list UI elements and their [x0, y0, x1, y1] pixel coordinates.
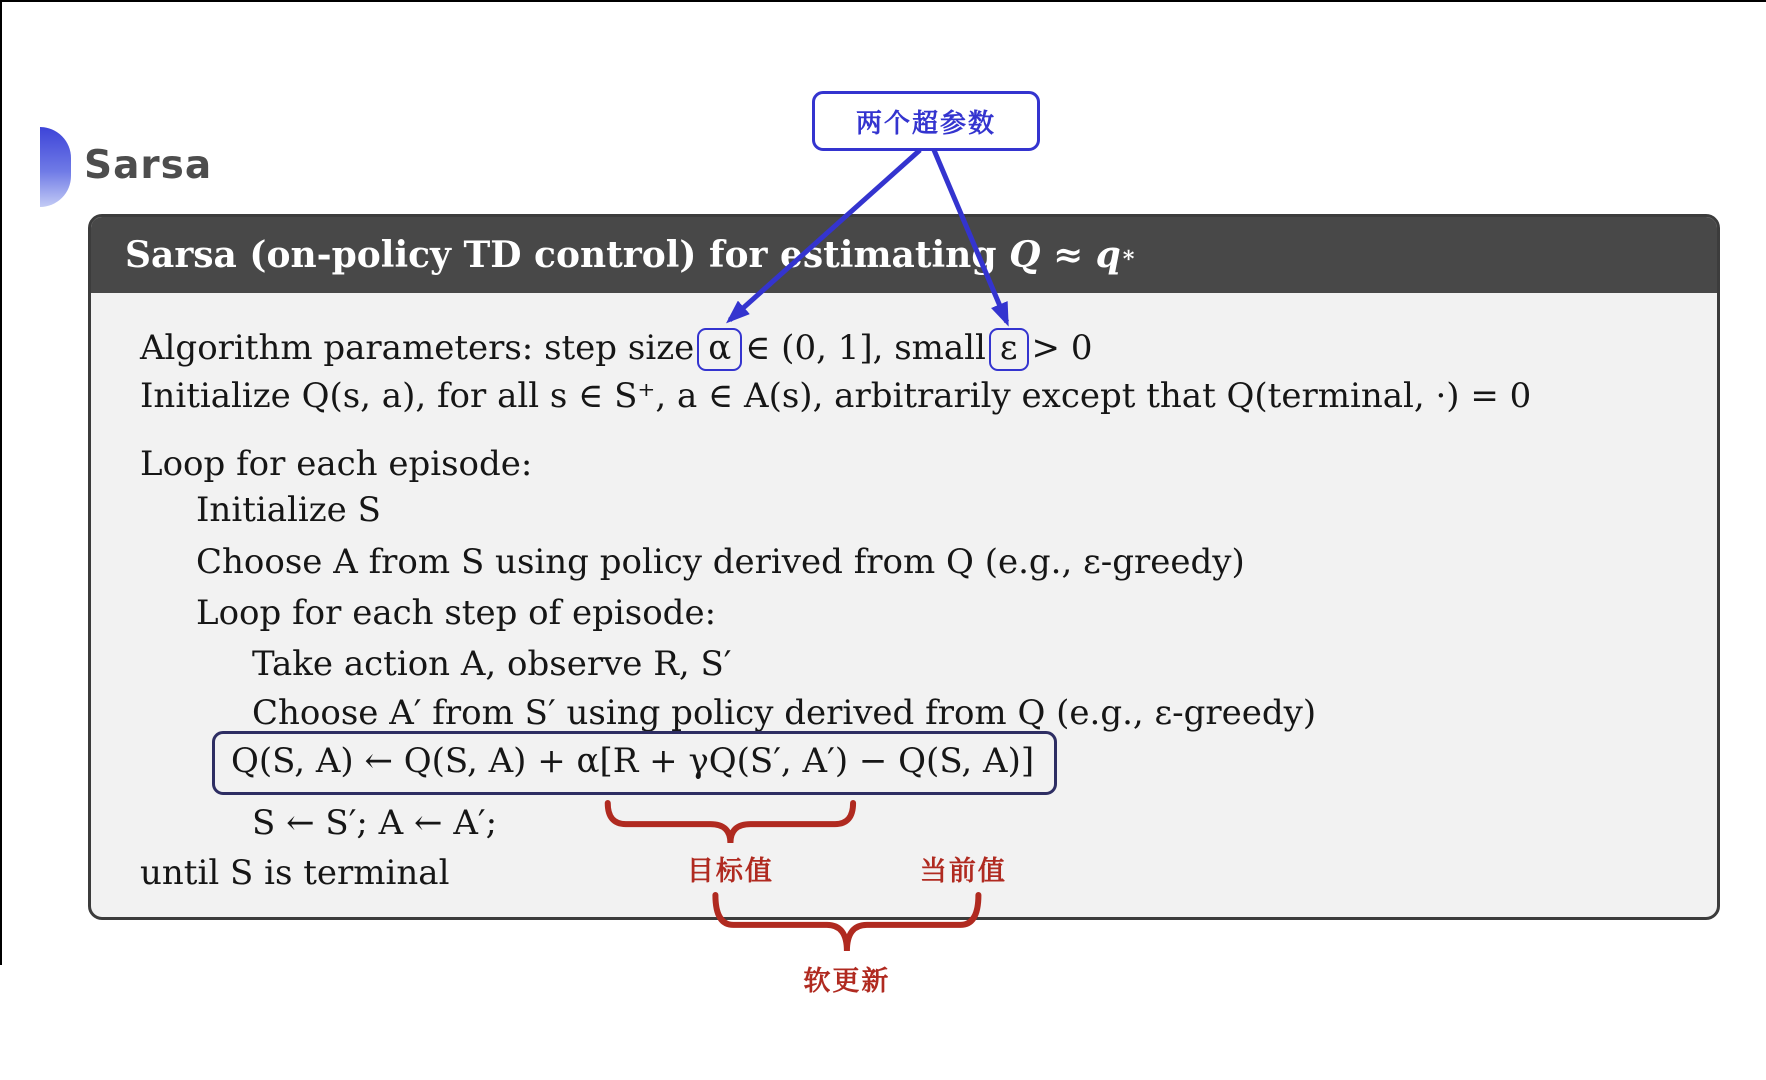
line-loop-step: Loop for each step of episode: [196, 593, 717, 633]
hyperparameters-callout [812, 91, 1040, 151]
alpha-symbol: α [708, 328, 732, 368]
eq-prefix-term: Q(S, A) ← Q(S, A) + α[ [231, 741, 613, 781]
alpha-param-box [697, 328, 742, 371]
line-choose-a-prime: Choose A′ from S′ using policy derived from Q (e.g., ε-greedy) [252, 693, 1317, 733]
algorithm-header-math: Q ≈ q [1009, 234, 1121, 276]
line-choose-a: Choose A from S using policy derived from Q (e.g., ε-greedy) [196, 542, 1245, 582]
algorithm-header [91, 217, 1717, 293]
line-take-action: Take action A, observe R, S′ [252, 644, 732, 684]
target-value-label: 目标值 [686, 856, 774, 887]
eq-target-term: R + γQ(S′, A′) [612, 741, 849, 781]
line-until-terminal: until S is terminal [140, 853, 450, 893]
window-top-border [0, 0, 1766, 2]
param-line-suffix: > 0 [1031, 328, 1093, 368]
param-line-mid: ∈ (0, 1], small [745, 328, 986, 368]
eq-current-term: − Q(S, A)] [848, 741, 1035, 781]
epsilon-symbol: ε [999, 328, 1018, 368]
soft-update-label: 软更新 [803, 966, 891, 997]
algorithm-header-subscript: ∗ [1120, 242, 1137, 268]
title-bullet-icon [40, 127, 71, 207]
line-update-sa: S ← S′; A ← A′; [252, 803, 498, 843]
init-q-line: Initialize Q(s, a), for all s ∈ S⁺, a ∈ A(s), arbitrarily except that Q(terminal, ·) = 0 [140, 376, 1532, 416]
algorithm-header-title: Sarsa (on-policy TD control) for estimating [125, 234, 1010, 276]
param-line-prefix: Algorithm parameters: step size [140, 328, 695, 368]
update-equation-box [212, 731, 1057, 795]
param-line [140, 327, 1092, 371]
current-value-label: 当前值 [919, 856, 1007, 887]
hyperparameters-callout-label: 两个超参数 [855, 108, 996, 139]
epsilon-param-box [989, 328, 1029, 371]
line-initialize-s: Initialize S [196, 490, 381, 530]
window-left-border [0, 0, 2, 965]
line-loop-episode: Loop for each episode: [140, 444, 533, 484]
page-title: Sarsa [84, 143, 213, 188]
